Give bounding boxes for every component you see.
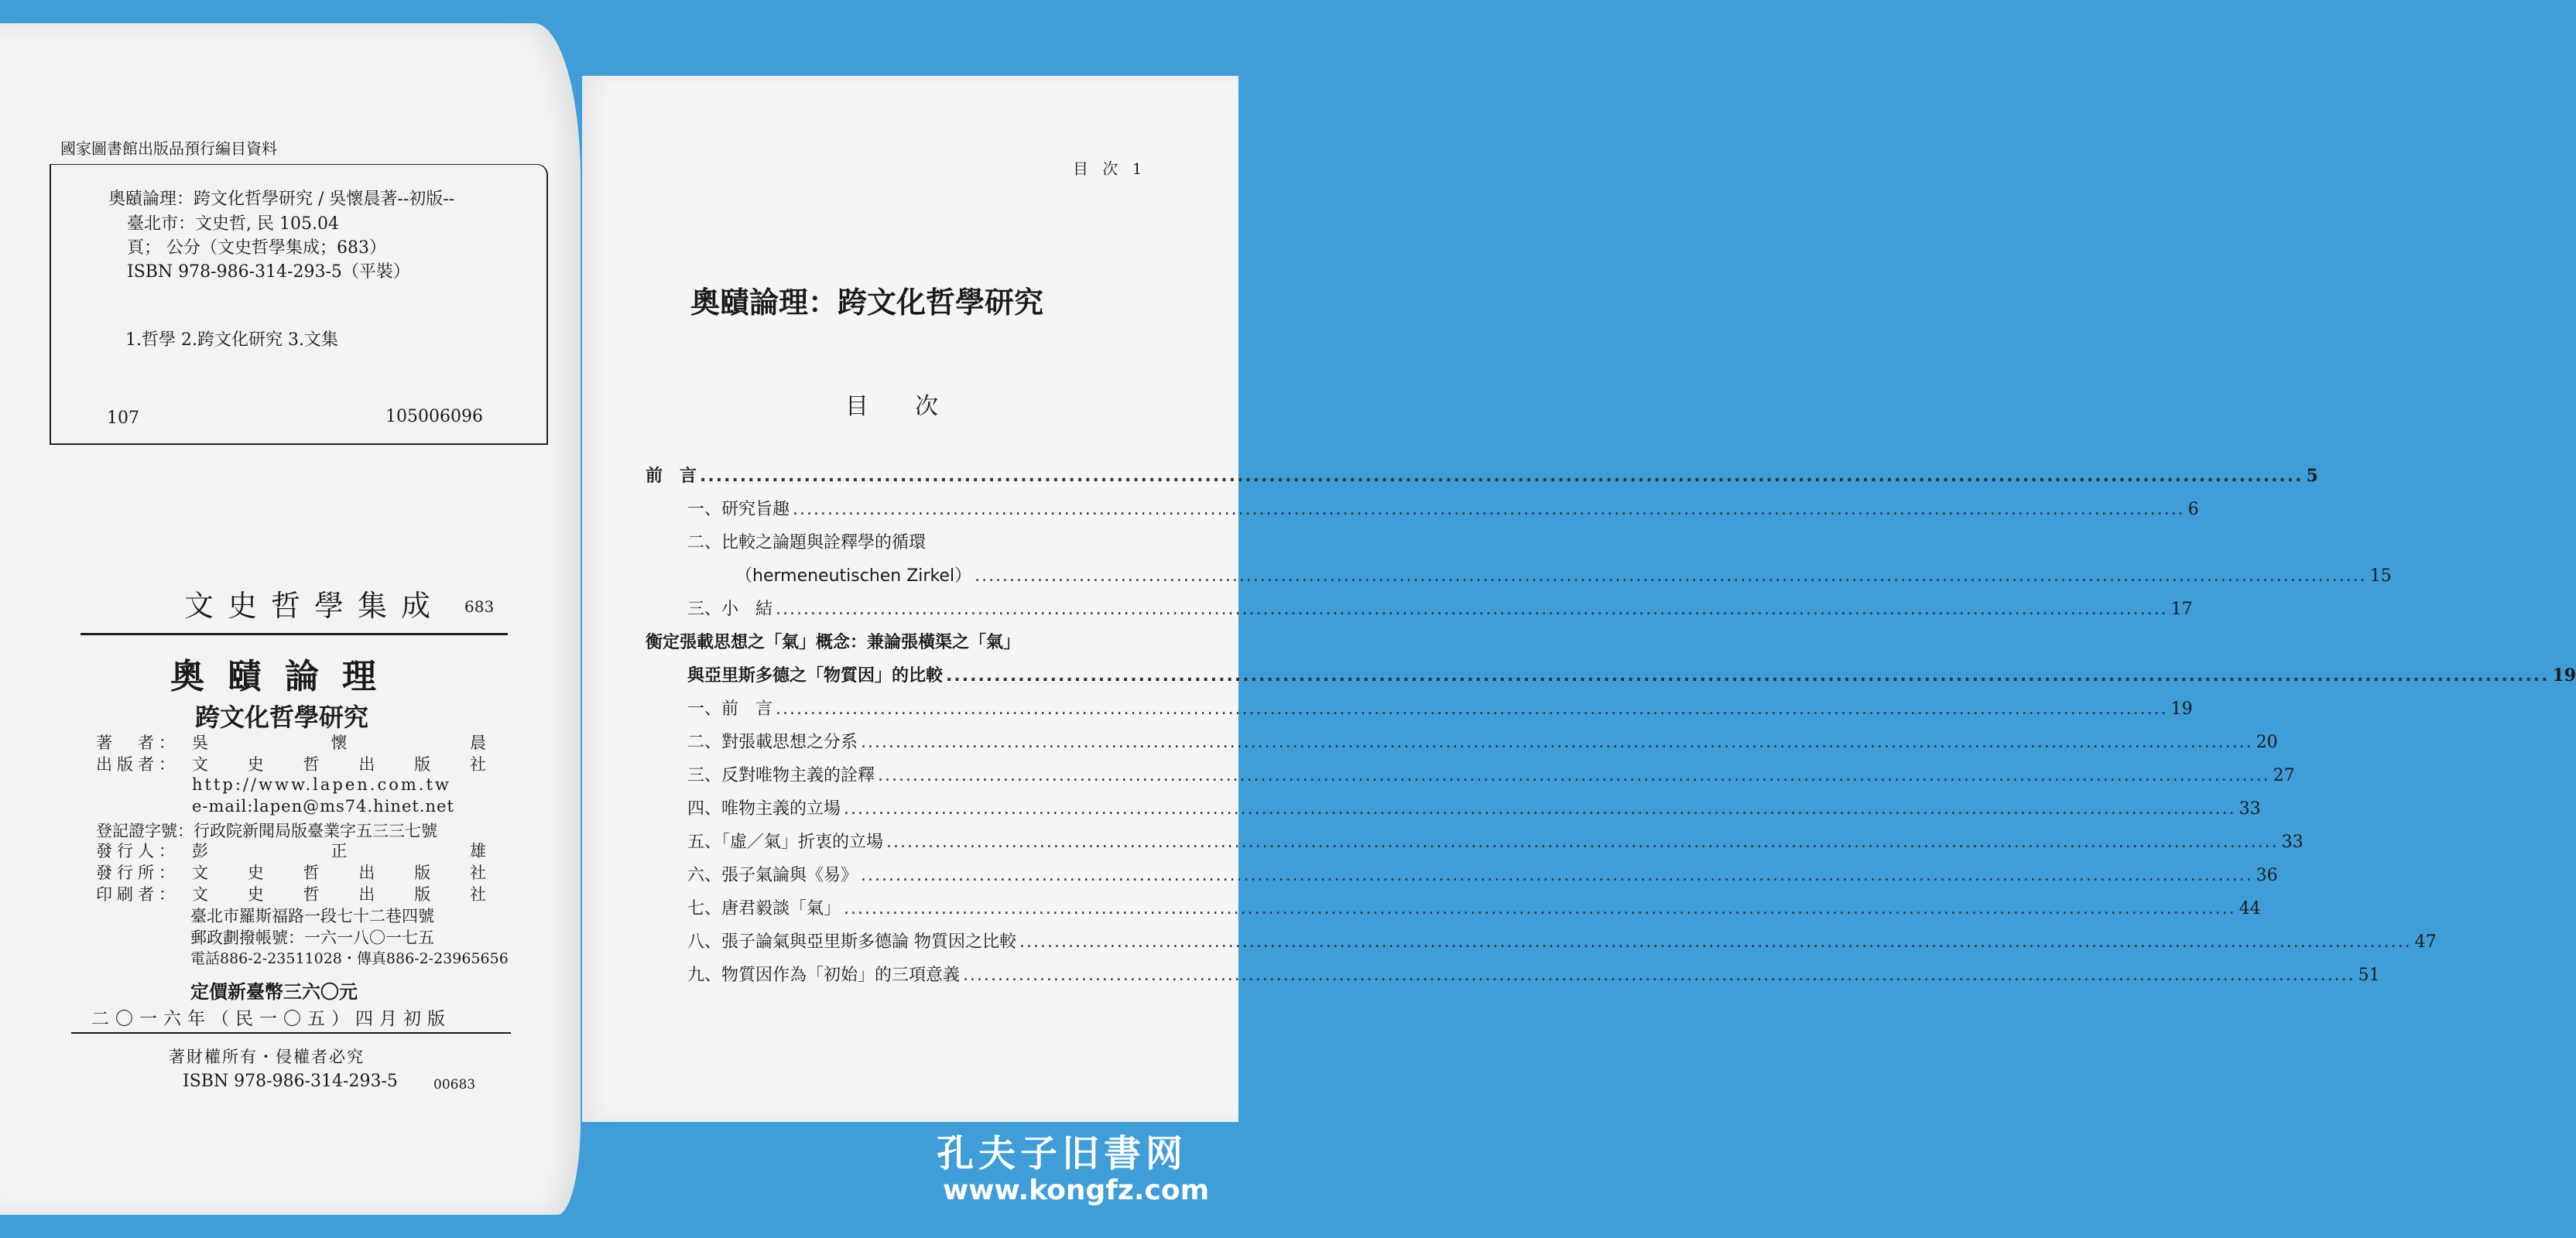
cip-heading: 國家圖書館出版品預行編目資料 <box>60 139 277 158</box>
cip-publisher-line: 臺北市：文史哲, 民 105.04 <box>127 214 339 234</box>
toc-entry-page: 5 <box>2306 466 2318 486</box>
product-code: 00683 <box>433 1077 476 1093</box>
toc-entry <box>687 696 2193 720</box>
toc-entry-label: 九、物質因作為「初始」的三項意義 <box>687 966 961 985</box>
toc-entry <box>687 795 2261 819</box>
imprint-publisher-label: 出版者： <box>96 755 180 774</box>
toc-entry-label: 六、張子氣論與《易》 <box>687 866 858 885</box>
cip-subjects-line: 1.哲學 2.跨文化研究 3.文集 <box>125 330 338 350</box>
imprint-author-label: 著 者： <box>96 734 180 752</box>
toc-entry-page: 20 <box>2256 733 2278 752</box>
imprint-url: http://www.lapen.com.tw <box>192 775 451 794</box>
toc-leader-dots: ........................................................................................................................................................................................................ <box>861 733 2253 752</box>
rights-notice: 著財權所有・侵權者必究 <box>169 1048 365 1066</box>
toc-entry-label: 衡定張載思想之「氣」概念：兼論張橫渠之「氣」 <box>646 633 1021 652</box>
toc-leader-dots: ........................................................................................................................................................................................................ <box>963 966 2355 985</box>
imprint-postal-account: 郵政劃撥帳號：一六一八〇一七五 <box>190 929 434 947</box>
imprint-address: 臺北市羅斯福路一段七十二巷四號 <box>190 907 434 925</box>
book-subtitle: 跨文化哲學研究 <box>195 703 369 732</box>
cip-class-number: 107 <box>107 409 139 428</box>
toc-entry <box>687 962 2380 986</box>
price: 定價新臺幣三六〇元 <box>190 980 358 1003</box>
toc-leader-dots: ........................................................................................................................................................................................................ <box>776 600 2168 619</box>
watermark-text: 孔夫子旧書网 <box>937 1132 1188 1175</box>
book-title: 奧賾論理 <box>170 657 399 696</box>
toc-entry-label: 八、張子論氣與亞里斯多德論 物質因之比較 <box>687 932 1016 952</box>
imprint-printer: 文 史 哲 出 版 社 <box>192 885 486 904</box>
toc-entry <box>687 529 1144 553</box>
toc-leader-dots: ........................................................................................................................................................................................................ <box>861 866 2253 885</box>
toc-entry <box>687 662 2576 686</box>
toc-leader-dots: ........................................................................................................................................................................................................ <box>878 766 2270 785</box>
imprint-issuer: 彭 正 雄 <box>192 842 486 860</box>
toc-entry <box>687 596 2193 620</box>
toc-entry-page: 51 <box>2358 966 2380 985</box>
toc-leader-dots: ........................................................................................................................................................................................................ <box>776 699 2168 719</box>
toc-entry <box>687 829 2304 853</box>
toc-entry-label: 七、唐君毅談「氣」 <box>687 899 841 918</box>
toc-entry-page: 19 <box>2170 699 2193 719</box>
toc-entry-page: 15 <box>2369 566 2392 586</box>
toc-entry-page: 47 <box>2414 932 2437 952</box>
toc-entry-label: 三、反對唯物主義的詮釋 <box>687 766 875 785</box>
toc-leader-dots: ........................................................................................................................................................................................................ <box>1019 932 2412 952</box>
imprint-distributor: 文 史 哲 出 版 社 <box>192 864 486 882</box>
imprint-registration: 登記證字號：行政院新聞局版臺業字五三三七號 <box>96 822 437 840</box>
running-head: 目 次 1 <box>1073 159 1147 178</box>
toc-entry-label: 與亞里斯多德之「物質因」的比較 <box>687 666 944 686</box>
imprint-distributor-label: 發行所： <box>96 864 180 882</box>
toc-entry <box>687 895 2261 919</box>
imprint-issuer-label: 發行人： <box>96 842 180 860</box>
toc-leader-dots: ........................................................................................................................................................................................................ <box>793 500 2185 519</box>
imprint-printer-label: 印刷者： <box>96 885 180 904</box>
toc-entry-page: 36 <box>2256 866 2278 885</box>
toc-entry-page: 6 <box>2187 500 2199 519</box>
toc-entry <box>735 563 2392 587</box>
toc-leader-dots: ........................................................................................................................................................................................................ <box>700 467 2304 486</box>
toc-book-title: 奧賾論理：跨文化哲學研究 <box>690 285 1044 320</box>
toc-entry-page: 33 <box>2281 833 2304 852</box>
toc-entry-page: 17 <box>2170 600 2193 619</box>
cip-record-number: 105006096 <box>385 407 483 426</box>
toc-entry-label: 三、小 結 <box>687 600 773 619</box>
toc-entry <box>646 463 2318 487</box>
imprint-author: 吳 懷 晨 <box>192 734 486 752</box>
isbn: ISBN 978-986-314-293-5 <box>183 1072 398 1091</box>
series-number: 683 <box>464 597 495 616</box>
toc-entry-label: 二、對張載思想之分系 <box>687 733 858 752</box>
toc-entry-page: 27 <box>2273 766 2295 785</box>
toc-entry <box>646 629 1144 653</box>
cip-pages-line: 頁； 公分（文史哲學集成；683） <box>127 238 386 258</box>
toc-entry-page: 33 <box>2239 799 2261 819</box>
toc-heading: 目次 <box>845 393 985 420</box>
toc-entry-label: 二、比較之論題與詮釋學的循環 <box>687 533 927 552</box>
toc-entry <box>687 762 2295 786</box>
toc-entry-label: 一、研究旨趣 <box>687 500 790 519</box>
imprint-publisher: 文 史 哲 出 版 社 <box>192 755 486 774</box>
toc-entry-label: 前 言 <box>646 467 697 486</box>
edition: 二〇一六年（民一〇五）四月初版 <box>91 1009 451 1029</box>
imprint-email: e-mail:lapen@ms74.hinet.net <box>192 797 454 816</box>
watermark-url: www.kongfz.com <box>943 1175 1210 1206</box>
toc-entry <box>687 929 2437 952</box>
imprint-phone-fax: 電話886-2-23511028・傳真886-2-23965656 <box>190 950 509 967</box>
cip-title-line: 奧賾論理：跨文化哲學研究 / 吳懷晨著--初版-- <box>108 190 455 209</box>
title-rule <box>80 633 508 635</box>
series-title: 文史哲學集成 <box>184 589 445 623</box>
toc-entry-label: 一、前 言 <box>687 699 773 719</box>
cip-isbn-line: ISBN 978-986-314-293-5（平裝） <box>127 262 410 282</box>
toc-entry-label: 五、「虛／氣」折衷的立場 <box>687 833 884 852</box>
toc-entry <box>687 496 2199 520</box>
edition-rule <box>71 1032 511 1034</box>
toc-leader-dots: ........................................................................................................................................................................................................ <box>975 566 2367 586</box>
toc-leader-dots: ........................................................................................................................................................................................................ <box>946 666 2550 686</box>
toc-entry-page: 44 <box>2239 899 2261 918</box>
toc-entry-label: （hermeneutischen Zirkel） <box>735 566 972 586</box>
toc-leader-dots: ........................................................................................................................................................................................................ <box>844 799 2236 819</box>
toc-entry <box>687 729 2278 753</box>
toc-leader-dots: ........................................................................................................................................................................................................ <box>886 833 2279 852</box>
toc-leader-dots: ........................................................................................................................................................................................................ <box>844 899 2236 918</box>
toc-entry-label: 四、唯物主義的立場 <box>687 799 841 819</box>
toc-entry <box>687 862 2278 886</box>
toc-entry-page: 19 <box>2552 665 2576 686</box>
